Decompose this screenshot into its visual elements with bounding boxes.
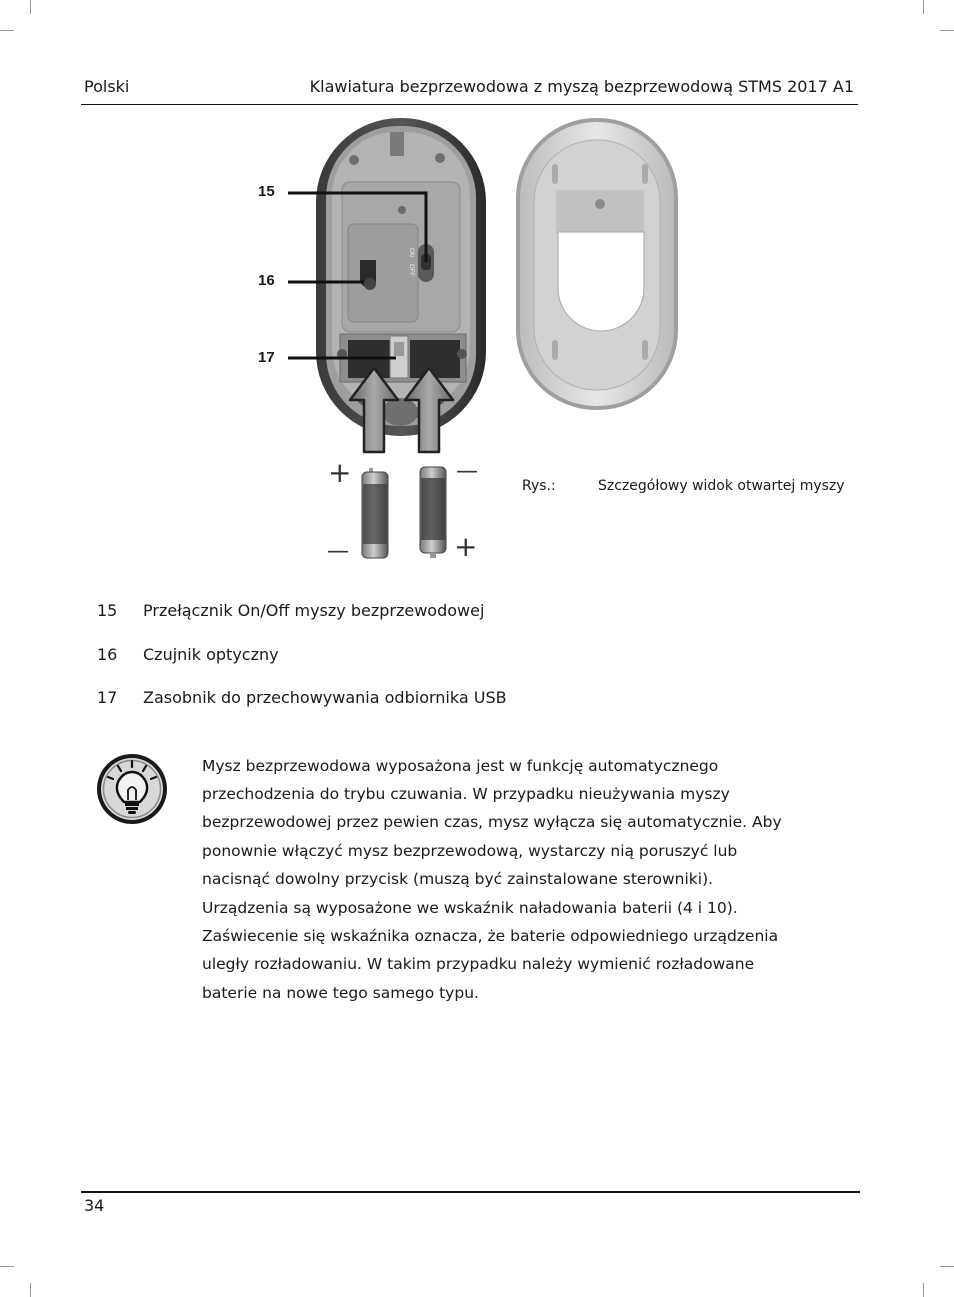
header-rule bbox=[81, 104, 858, 105]
battery-plus-sign: + bbox=[328, 456, 352, 489]
tip-paragraph: Mysz bezprzewodowa wyposażona jest w funkcję automatycznego przechodzenia do trybu czuwania. W przypadku nieużywania myszy bezprzewodowej przez pewien czas, mysz wyłącza się automatycznie. Aby ponownie włączyć mysz bezprzewodową, wystarczy nią poruszyć lub nacisnąć dowolny przycisk (muszą być zainstalowane sterowniki). bbox=[202, 757, 782, 888]
callout-17: 17 bbox=[258, 349, 275, 366]
crop-mark bbox=[0, 30, 14, 31]
crop-mark bbox=[940, 30, 954, 31]
battery-right-icon bbox=[420, 467, 446, 558]
item-number: 17 bbox=[97, 688, 118, 707]
crop-mark bbox=[30, 1283, 31, 1297]
battery-cover bbox=[516, 118, 678, 410]
battery-left-icon bbox=[362, 468, 388, 558]
item-text: Przełącznik On/Off myszy bezprzewodowej bbox=[143, 601, 485, 620]
battery-minus-sign: — bbox=[327, 539, 349, 564]
callout-15: 15 bbox=[258, 183, 275, 200]
lightbulb-icon bbox=[94, 752, 170, 826]
switch-off-label: OFF bbox=[408, 264, 414, 276]
footer-rule bbox=[81, 1191, 860, 1193]
item-number: 16 bbox=[97, 645, 118, 664]
battery-minus-sign: — bbox=[456, 459, 478, 484]
figure-caption-text: Szczegółowy widok otwartej myszy bbox=[598, 478, 845, 494]
item-text: Zasobnik do przechowywania odbiornika USB bbox=[143, 688, 507, 707]
item-text: Czujnik optyczny bbox=[143, 645, 279, 664]
tip-paragraph: Urządzenia są wyposażone we wskaźnik naładowania baterii (4 i 10). Zaświecenie się wskaźnika oznacza, że baterie odpowiedniego urządzenia uległy rozładowaniu. W takim przypadku należy wymienić rozładowane baterie na nowe tego samego typu. bbox=[202, 899, 779, 1002]
item-number: 15 bbox=[97, 601, 118, 620]
mouse-figure bbox=[250, 112, 700, 567]
header-title: Klawiatura bezprzewodowa z myszą bezprzewodową STMS 2017 A1 bbox=[309, 77, 854, 96]
header-language: Polski bbox=[84, 77, 130, 96]
crop-mark bbox=[940, 1266, 954, 1267]
mouse-bottom-open bbox=[316, 118, 486, 436]
page-number: 34 bbox=[84, 1196, 105, 1215]
crop-mark bbox=[0, 1266, 14, 1267]
battery-plus-sign: + bbox=[454, 530, 478, 563]
crop-mark bbox=[923, 0, 924, 14]
figure-caption-label: Rys.: bbox=[522, 478, 556, 494]
switch-on-label: ON bbox=[408, 248, 414, 257]
callout-16: 16 bbox=[258, 272, 275, 289]
crop-mark bbox=[30, 0, 31, 14]
crop-mark bbox=[923, 1283, 924, 1297]
